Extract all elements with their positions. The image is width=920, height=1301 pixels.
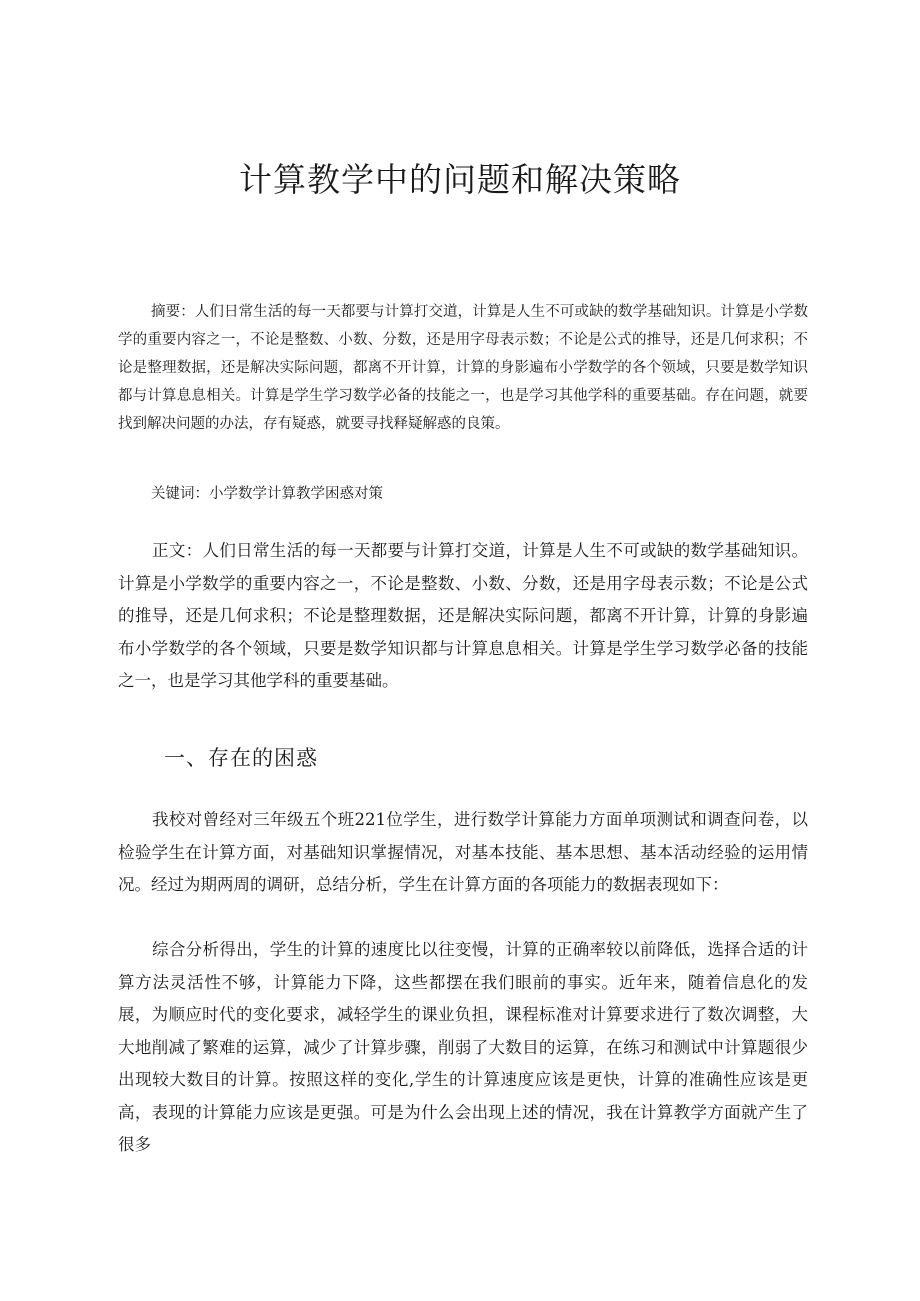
abstract-paragraph: 摘要：人们日常生活的每一天都要与计算打交道，计算是人生不可或缺的数学基础知识。计算是小学数学的重要内容之一，不论是整数、小数、分数，还是用字母表示数；不论是公式的推导，还是几何求积；不论是整理数据，还是解决实际问题，都离不开计算，计算的身影遍布小学数学的各个领域，只要是数学知识都与计算息息相关。计算是学生学习数学必备的技能之一，也是学习其他学科的重要基础。存在问题，就要找到解决问题的办法，存有疑惑，就要寻找释疑解惑的良策。 (118, 304, 808, 432)
main-text-paragraph: 正文：人们日常生活的每一天都要与计算打交道，计算是人生不可或缺的数学基础知识。计算是小学数学的重要内容之一，不论是整数、小数、分数，还是用字母表示数；不论是公式的推导，还是几何求积；不论是整理数据，还是解决实际问题，都离不开计算，计算的身影遍布小学数学的各个领域，只要是数学知识都与计算息息相关。计算是学生学习数学必备的技能之一，也是学习其他学科的重要基础。 (118, 541, 808, 690)
keywords-line: 关键词：小学数学计算教学困惑对策 (151, 486, 383, 502)
survey-paragraph: 我校对曾经对三年级五个班221位学生，进行数学计算能力方面单项测试和调查问卷，以检验学生在计算方面，对基础知识掌握情况，对基本技能、基本思想、基本活动经验的运用情况。经过为期两周的调研，总结分析，学生在计算方面的各项能力的数据表现如下： (118, 810, 808, 894)
document-title: 计算教学中的问题和解决策略 (239, 160, 681, 199)
analysis-paragraph: 综合分析得出，学生的计算的速度比以往变慢，计算的正确率较以前降低，选择合适的计算方法灵活性不够，计算能力下降，这些都摆在我们眼前的事实。近年来，随着信息化的发展，为顺应时代的变化要求，减轻学生的课业负担，课程标准对计算要求进行了数次调整，大大地削减了繁难的运算，减少了计算步骤，削弱了大数目的运算，在练习和测试中计算题很少出现较大数目的计算。按照这样的变化,学生的计算速度应该是更快，计算的准确性应该是更高，表现的计算能力应该是更强。可是为什么会出现上述的情况，我在计算教学方面就产生了很多 (118, 940, 808, 1154)
section-heading: 一、存在的困惑 (164, 746, 318, 770)
